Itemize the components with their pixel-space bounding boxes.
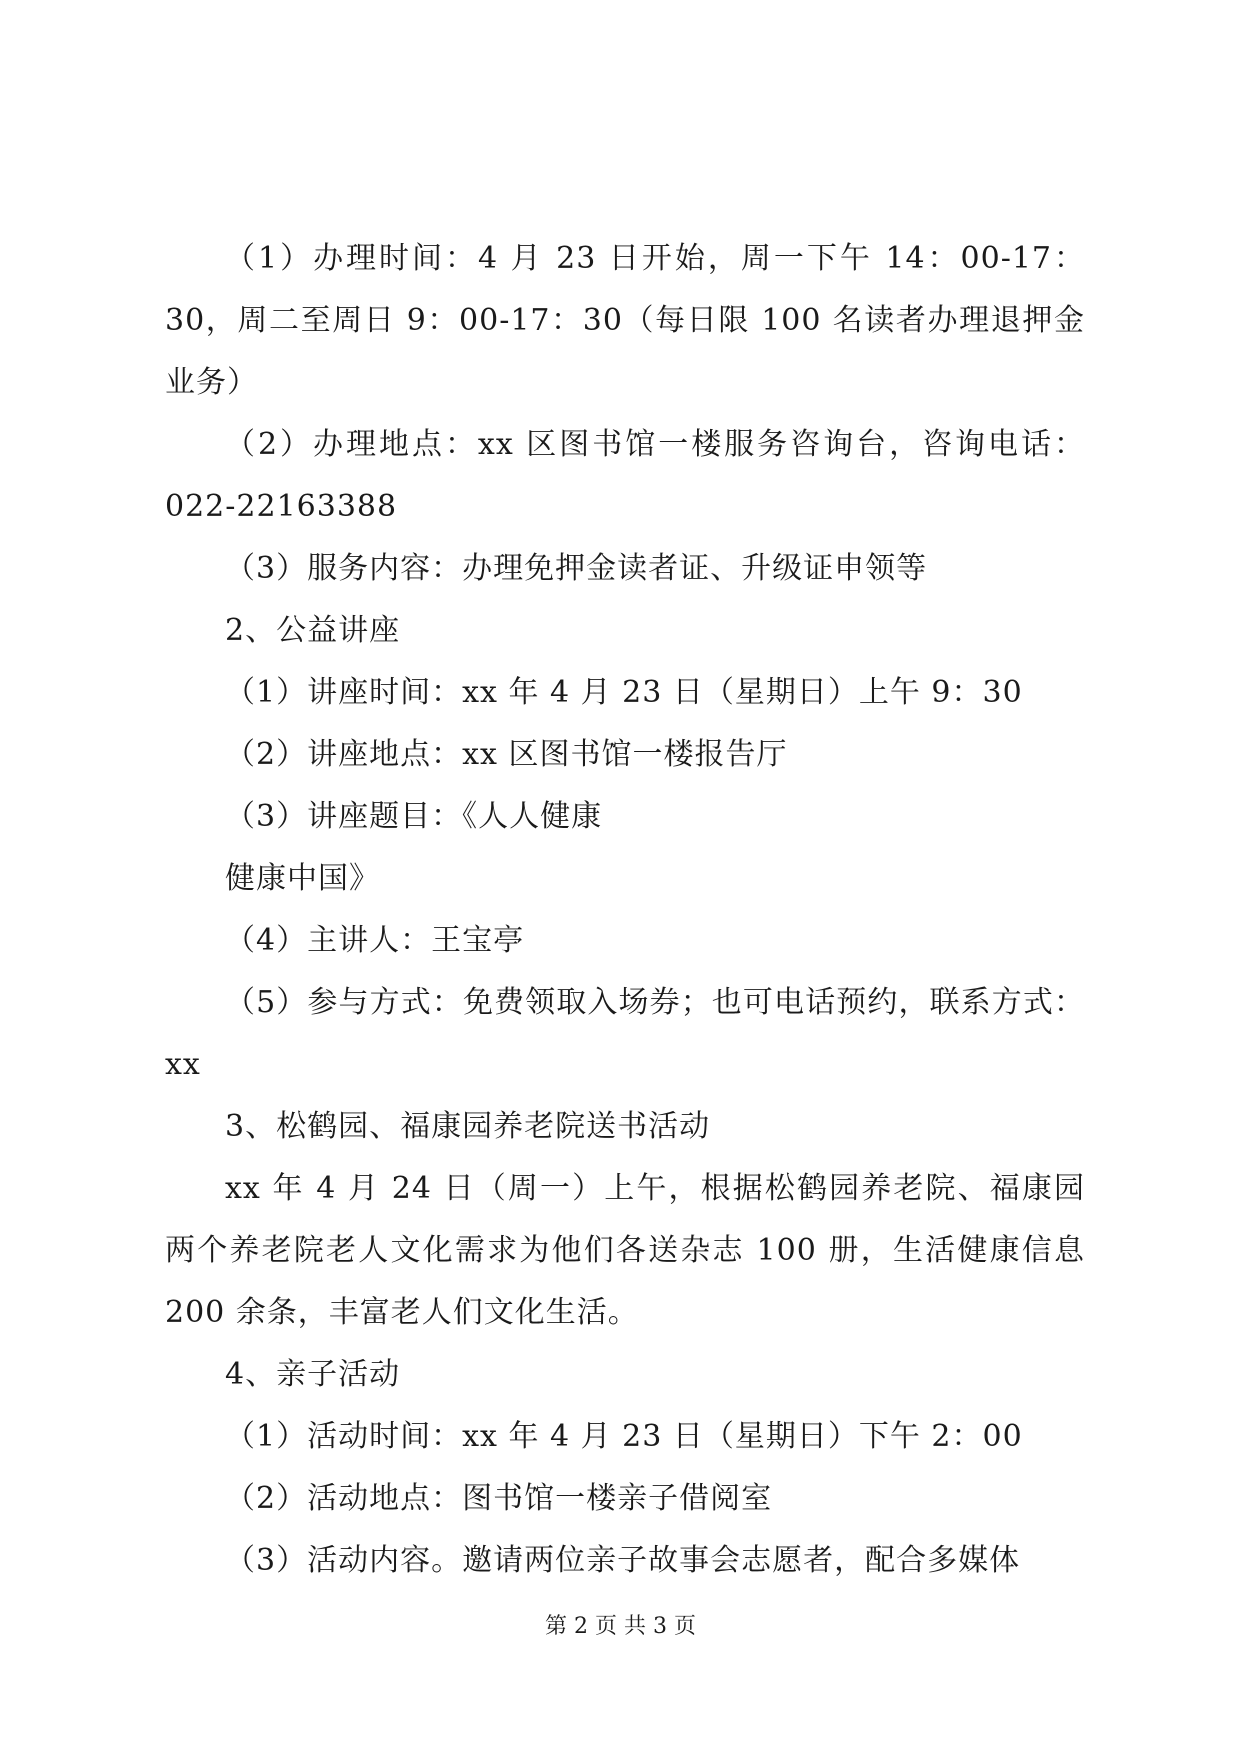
paragraph-activity-location: （2）活动地点：图书馆一楼亲子借阅室 (225, 1481, 773, 1516)
paragraph-activity-content: （3）活动内容。邀请两位亲子故事会志愿者，配合多媒体 (225, 1543, 1021, 1578)
paragraph-activity-time: （1）活动时间：xx 年 4 月 23 日（星期日）下午 2：00 (225, 1419, 1023, 1454)
paragraph-service-content: （3）服务内容：办理免押金读者证、升级证申领等 (225, 551, 928, 586)
paragraph-lecture-title: （3）讲座题目：《人人健康 (225, 799, 603, 834)
paragraph-participation: （5）参与方式：免费领取入场券；也可电话预约，联系方式：xx (165, 985, 1085, 1082)
section-heading-parent-child: 4、亲子活动 (225, 1357, 401, 1392)
page-footer (0, 1612, 1241, 1642)
paragraph-lecture-title-cont: 健康中国》 (225, 861, 380, 896)
page-number: 第 2 页 共 3 页 (545, 1614, 696, 1639)
paragraph-handling-location: （2）办理地点：xx 区图书馆一楼服务咨询台，咨询电话：022-22163388 (165, 427, 1085, 524)
paragraph-speaker: （4）主讲人：王宝亭 (225, 923, 525, 958)
paragraph-lecture-location: （2）讲座地点：xx 区图书馆一楼报告厅 (225, 737, 788, 772)
paragraph-lecture-time: （1）讲座时间：xx 年 4 月 23 日（星期日）上午 9：30 (225, 675, 1023, 710)
paragraph-book-delivery: xx 年 4 月 24 日（周一）上午，根据松鹤园养老院、福康园两个养老院老人文化需求为他们各送杂志 100 册，生活健康信息 200 余条，丰富老人们文化生活。 (165, 1171, 1085, 1330)
section-heading-book-delivery: 3、松鹤园、福康园养老院送书活动 (225, 1109, 711, 1144)
document-body (165, 228, 1085, 1592)
paragraph-handling-time: （1）办理时间：4 月 23 日开始，周一下午 14：00-17：30，周二至周日 9：00-17：30（每日限 100 名读者办理退押金业务） (165, 241, 1085, 400)
section-heading-lecture: 2、公益讲座 (225, 613, 401, 648)
